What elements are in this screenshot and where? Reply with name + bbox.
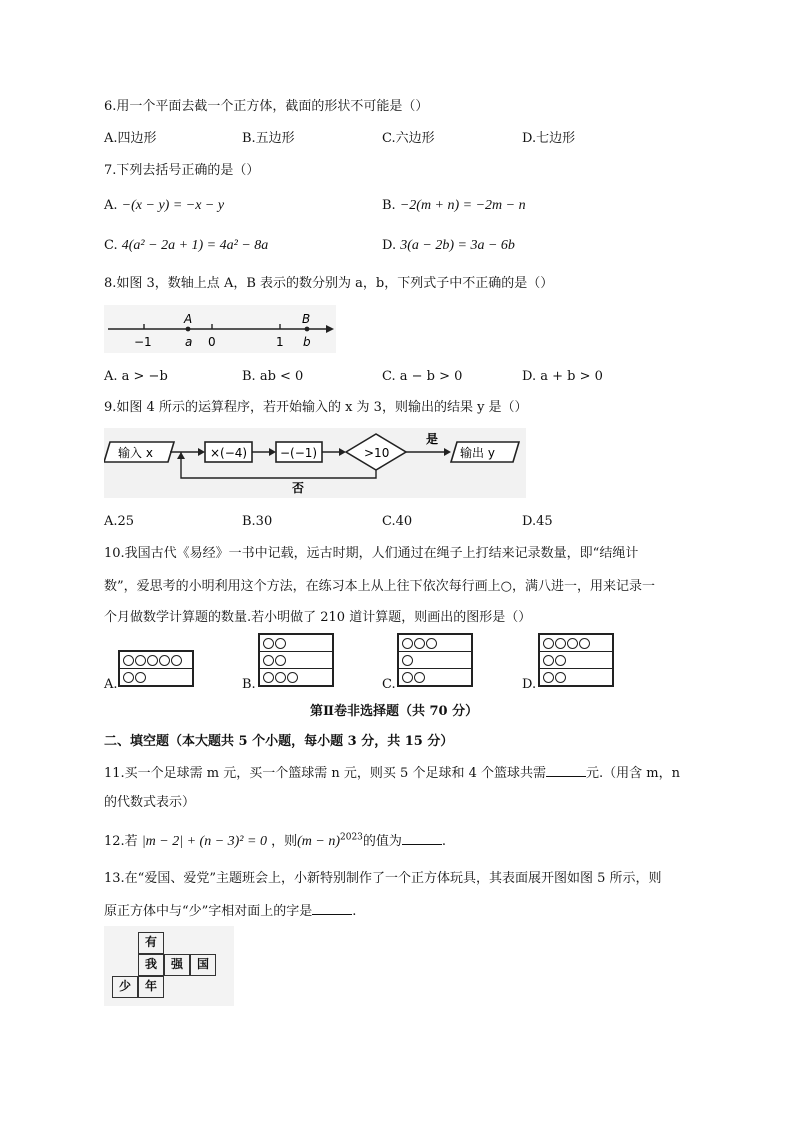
- q9-option-c[interactable]: C.40: [382, 514, 413, 529]
- flow-input-text: 输入 x: [118, 446, 153, 460]
- point-b: [305, 327, 310, 332]
- flow-multiply-text: ×(−4): [210, 446, 248, 460]
- q7-option-b-label: B.: [382, 198, 396, 213]
- flowchart-figure: [104, 428, 526, 498]
- q9-stem: 9.如图 4 所示的运算程序，若开始输入的 x 为 3，则输出的结果 y 是（）: [104, 400, 528, 415]
- net-face-guo: 国: [190, 954, 216, 976]
- q12-end: .: [441, 834, 447, 849]
- q11-text-a: 11.买一个足球需 m 元，买一个篮球需 n 元，则买 5 个足球和 4 个篮球共需: [104, 766, 546, 781]
- abacus-option-d: [538, 633, 614, 687]
- q13-line2: [104, 902, 356, 921]
- point-a: [186, 327, 191, 332]
- q7-option-c-label: C.: [104, 238, 118, 253]
- q13-text: 原正方体中与“少”字相对面上的字是: [104, 904, 313, 919]
- q13-answer-blank[interactable]: [312, 902, 352, 915]
- tick-label-b: b: [303, 335, 311, 349]
- q7-option-c-expr: 4(a² − 2a + 1) = 4a² − 8a: [121, 238, 269, 253]
- q12-exponent: 2023: [340, 832, 363, 843]
- q10-line3: 个月做数学计算题的数量.若小明做了 210 道计算题，则画出的图形是（）: [104, 610, 532, 625]
- q7-option-a-label: A.: [104, 198, 118, 213]
- q11-line2: 的代数式表示）: [104, 795, 196, 810]
- flow-condition-text: >10: [364, 446, 390, 460]
- flow-subtract-text: −(−1): [280, 446, 318, 460]
- q7-stem: 7.下列去括号正确的是（）: [104, 163, 260, 178]
- q8-stem: 8.如图 3，数轴上点 A，B 表示的数分别为 a，b，下列式子中不正确的是（）: [104, 276, 554, 291]
- net-face-wo: 我: [138, 954, 164, 976]
- q11-line1: [104, 764, 680, 783]
- q12-pre: 12.若: [104, 834, 138, 849]
- q9-option-a[interactable]: A.25: [104, 514, 135, 529]
- q10-line1: 10.我国古代《易经》一书中记载，远古时期，人们通过在绳子上打结来记录数量，即“结绳计: [104, 546, 639, 561]
- q12-condition: |m − 2| + (n − 3)² = 0: [141, 834, 267, 849]
- q12-mid: ，则: [271, 834, 298, 849]
- q9-option-b[interactable]: B.30: [242, 514, 273, 529]
- q11-answer-blank[interactable]: [546, 764, 586, 777]
- label-B: B: [302, 312, 311, 326]
- q7-option-c[interactable]: [104, 237, 268, 255]
- cube-net-figure: [104, 926, 234, 1006]
- q12-line: [104, 832, 446, 851]
- net-face-shao: 少: [112, 976, 138, 998]
- q6-option-d[interactable]: D.七边形: [522, 131, 576, 146]
- q7-option-a[interactable]: [104, 197, 224, 215]
- q7-option-a-expr: −(x − y) = −x − y: [121, 198, 225, 213]
- q7-option-b[interactable]: [382, 197, 526, 215]
- q6-option-b[interactable]: B.五边形: [242, 131, 295, 146]
- q10-option-b[interactable]: B.: [242, 677, 256, 692]
- q9-option-d[interactable]: D.45: [522, 514, 553, 529]
- q13-end: .: [352, 904, 357, 919]
- q7-option-d-expr: 3(a − 2b) = 3a − 6b: [400, 238, 515, 253]
- q7-option-b-expr: −2(m + n) = −2m − n: [399, 198, 526, 213]
- q11-text-b: 元.（用含 m，n: [585, 766, 680, 781]
- q12-answer-blank[interactable]: [402, 832, 442, 845]
- q10-option-d[interactable]: D.: [522, 677, 537, 692]
- q8-option-a[interactable]: A. a > −b: [104, 369, 168, 384]
- q8-option-d[interactable]: D. a + b > 0: [522, 369, 603, 384]
- tick-label-minus-one: −1: [134, 335, 152, 349]
- abacus-option-b: [258, 633, 334, 687]
- flow-yes-label: 是: [426, 432, 439, 446]
- abacus-option-c: [397, 633, 473, 687]
- q10-line2: 数”，爱思考的小明利用这个方法，在练习本上从上往下依次每行画上○，满八进一，用来记录一: [104, 579, 655, 594]
- q6-option-a[interactable]: A.四边形: [104, 131, 157, 146]
- net-face-qiang: 强: [164, 954, 190, 976]
- flow-no-label: 否: [292, 481, 305, 495]
- label-A: A: [184, 312, 193, 326]
- q6-option-c[interactable]: C.六边形: [382, 131, 435, 146]
- q7-option-d[interactable]: [382, 237, 515, 255]
- q12-base: (m − n): [297, 834, 340, 849]
- q12-post: 的值为: [362, 834, 402, 849]
- flow-output-text: 输出 y: [460, 446, 495, 460]
- section-2-title: 第Ⅱ卷非选择题（共 70 分）: [310, 704, 479, 719]
- tick-label-a: a: [185, 335, 193, 349]
- number-line-figure: [104, 305, 336, 353]
- net-face-you: 有: [138, 932, 164, 954]
- part-2-title: 二、填空题（本大题共 5 个小题，每小题 3 分，共 15 分）: [104, 734, 454, 749]
- tick-label-one: 1: [276, 335, 284, 349]
- tick-label-zero: 0: [208, 335, 216, 349]
- q13-line1: 13.在“爱国、爱党”主题班会上，小新特别制作了一个正方体玩具，其表面展开图如图 5 所示，则: [104, 871, 662, 886]
- abacus-option-a: [118, 650, 194, 687]
- net-face-nian: 年: [138, 976, 164, 998]
- q8-option-c[interactable]: C. a − b > 0: [382, 369, 463, 384]
- q7-option-d-label: D.: [382, 238, 397, 253]
- q8-option-b[interactable]: B. ab < 0: [242, 369, 304, 384]
- q10-option-c[interactable]: C.: [382, 677, 396, 692]
- q6-stem: 6.用一个平面去截一个正方体，截面的形状不可能是（）: [104, 99, 429, 114]
- q10-option-a[interactable]: A.: [104, 677, 118, 692]
